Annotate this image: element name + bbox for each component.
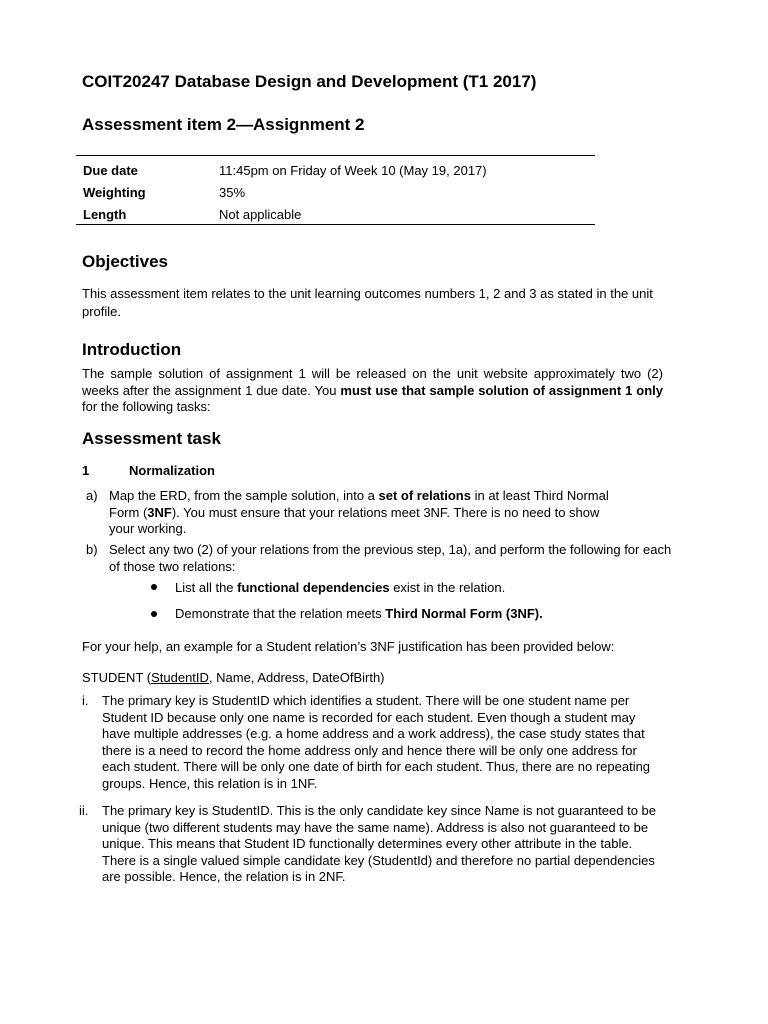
roman-ii-marker: ii.	[79, 803, 89, 818]
roman-i-marker: i.	[82, 693, 89, 708]
bullet-dot	[151, 611, 157, 617]
weighting-value: 35%	[219, 185, 246, 200]
objectives-text: This assessment item relates to the unit learning outcomes numbers 1, 2 and 3 as stated in the unit profile.	[82, 286, 653, 319]
assessment-task-heading: Assessment task	[82, 429, 221, 448]
meta-row-weighting	[83, 185, 245, 200]
introduction-emphasis: must use that sample solution of assignment 1 only	[340, 382, 663, 398]
student-relation: STUDENT (StudentID, Name, Address, DateOfBirth)	[82, 670, 385, 685]
document-subtitle: Assessment item 2—Assignment 2	[82, 115, 365, 134]
primary-key-studentid: StudentID	[151, 670, 209, 685]
item-b-text: Select any two (2) of your relations from the previous step, 1a), and perform the following for each of those two relations:	[109, 542, 672, 574]
item-b-marker: b)	[86, 542, 98, 557]
help-text: For your help, an example for a Student relation’s 3NF justification has been provided below:	[82, 639, 615, 654]
subsection-number: 1	[82, 463, 90, 478]
item-a-text: Map the ERD, from the sample solution, into a set of relations in at least Third Normal Form (3NF). You must ensure that your relations meet 3NF. There is no need to show your working.	[109, 488, 609, 536]
meta-row-due	[83, 163, 487, 178]
weighting-label: Weighting	[83, 185, 146, 200]
bullet-third-normal-form: Demonstrate that the relation meets Third Normal Form (3NF).	[175, 606, 543, 621]
bullet-functional-dependencies: List all the functional dependencies exist in the relation.	[175, 580, 506, 595]
subsection-title: Normalization	[129, 463, 215, 478]
roman-i-text: The primary key is StudentID which identifies a student. There will be one student name per Student ID because only one name is recorded for each student. Even though a student may have multiple addresses (e.g. a home address and a work address), the case study states that there is a need to record the home address only and hence there will be only one address for each student. There will be only one date of birth for each student. Thus, there are no repeating groups. Hence, this relation is in 1NF.	[102, 693, 651, 791]
due-date-value: 11:45pm on Friday of Week 10 (May 19, 2017)	[219, 163, 487, 178]
meta-row-length	[83, 207, 301, 222]
length-value: Not applicable	[219, 207, 302, 222]
document-title: COIT20247 Database Design and Development (T1 2017)	[82, 72, 537, 91]
assessment-meta-table	[76, 155, 595, 225]
introduction-heading: Introduction	[82, 340, 182, 359]
introduction-text: The sample solution of assignment 1 will be released on the unit website approximately two (2) weeks after the assignment 1 due date. You must use that sample solution of assignment 1 only for the following tasks:	[82, 366, 663, 414]
objectives-heading: Objectives	[82, 252, 168, 271]
due-date-label: Due date	[83, 163, 138, 178]
item-a-marker: a)	[86, 488, 98, 503]
length-label: Length	[83, 207, 127, 222]
bullet-dot	[151, 584, 157, 590]
roman-ii-text: The primary key is StudentID. This is the only candidate key since Name is not guaranteed to be unique (two different students may have the same name). Address is also not guaranteed to be unique. This means that Student ID functionally determines every other attribute in the table. There is a single valued simple candidate key (StudentId) and therefore no partial dependencies are possible. Hence, the relation is in 2NF.	[102, 803, 656, 884]
